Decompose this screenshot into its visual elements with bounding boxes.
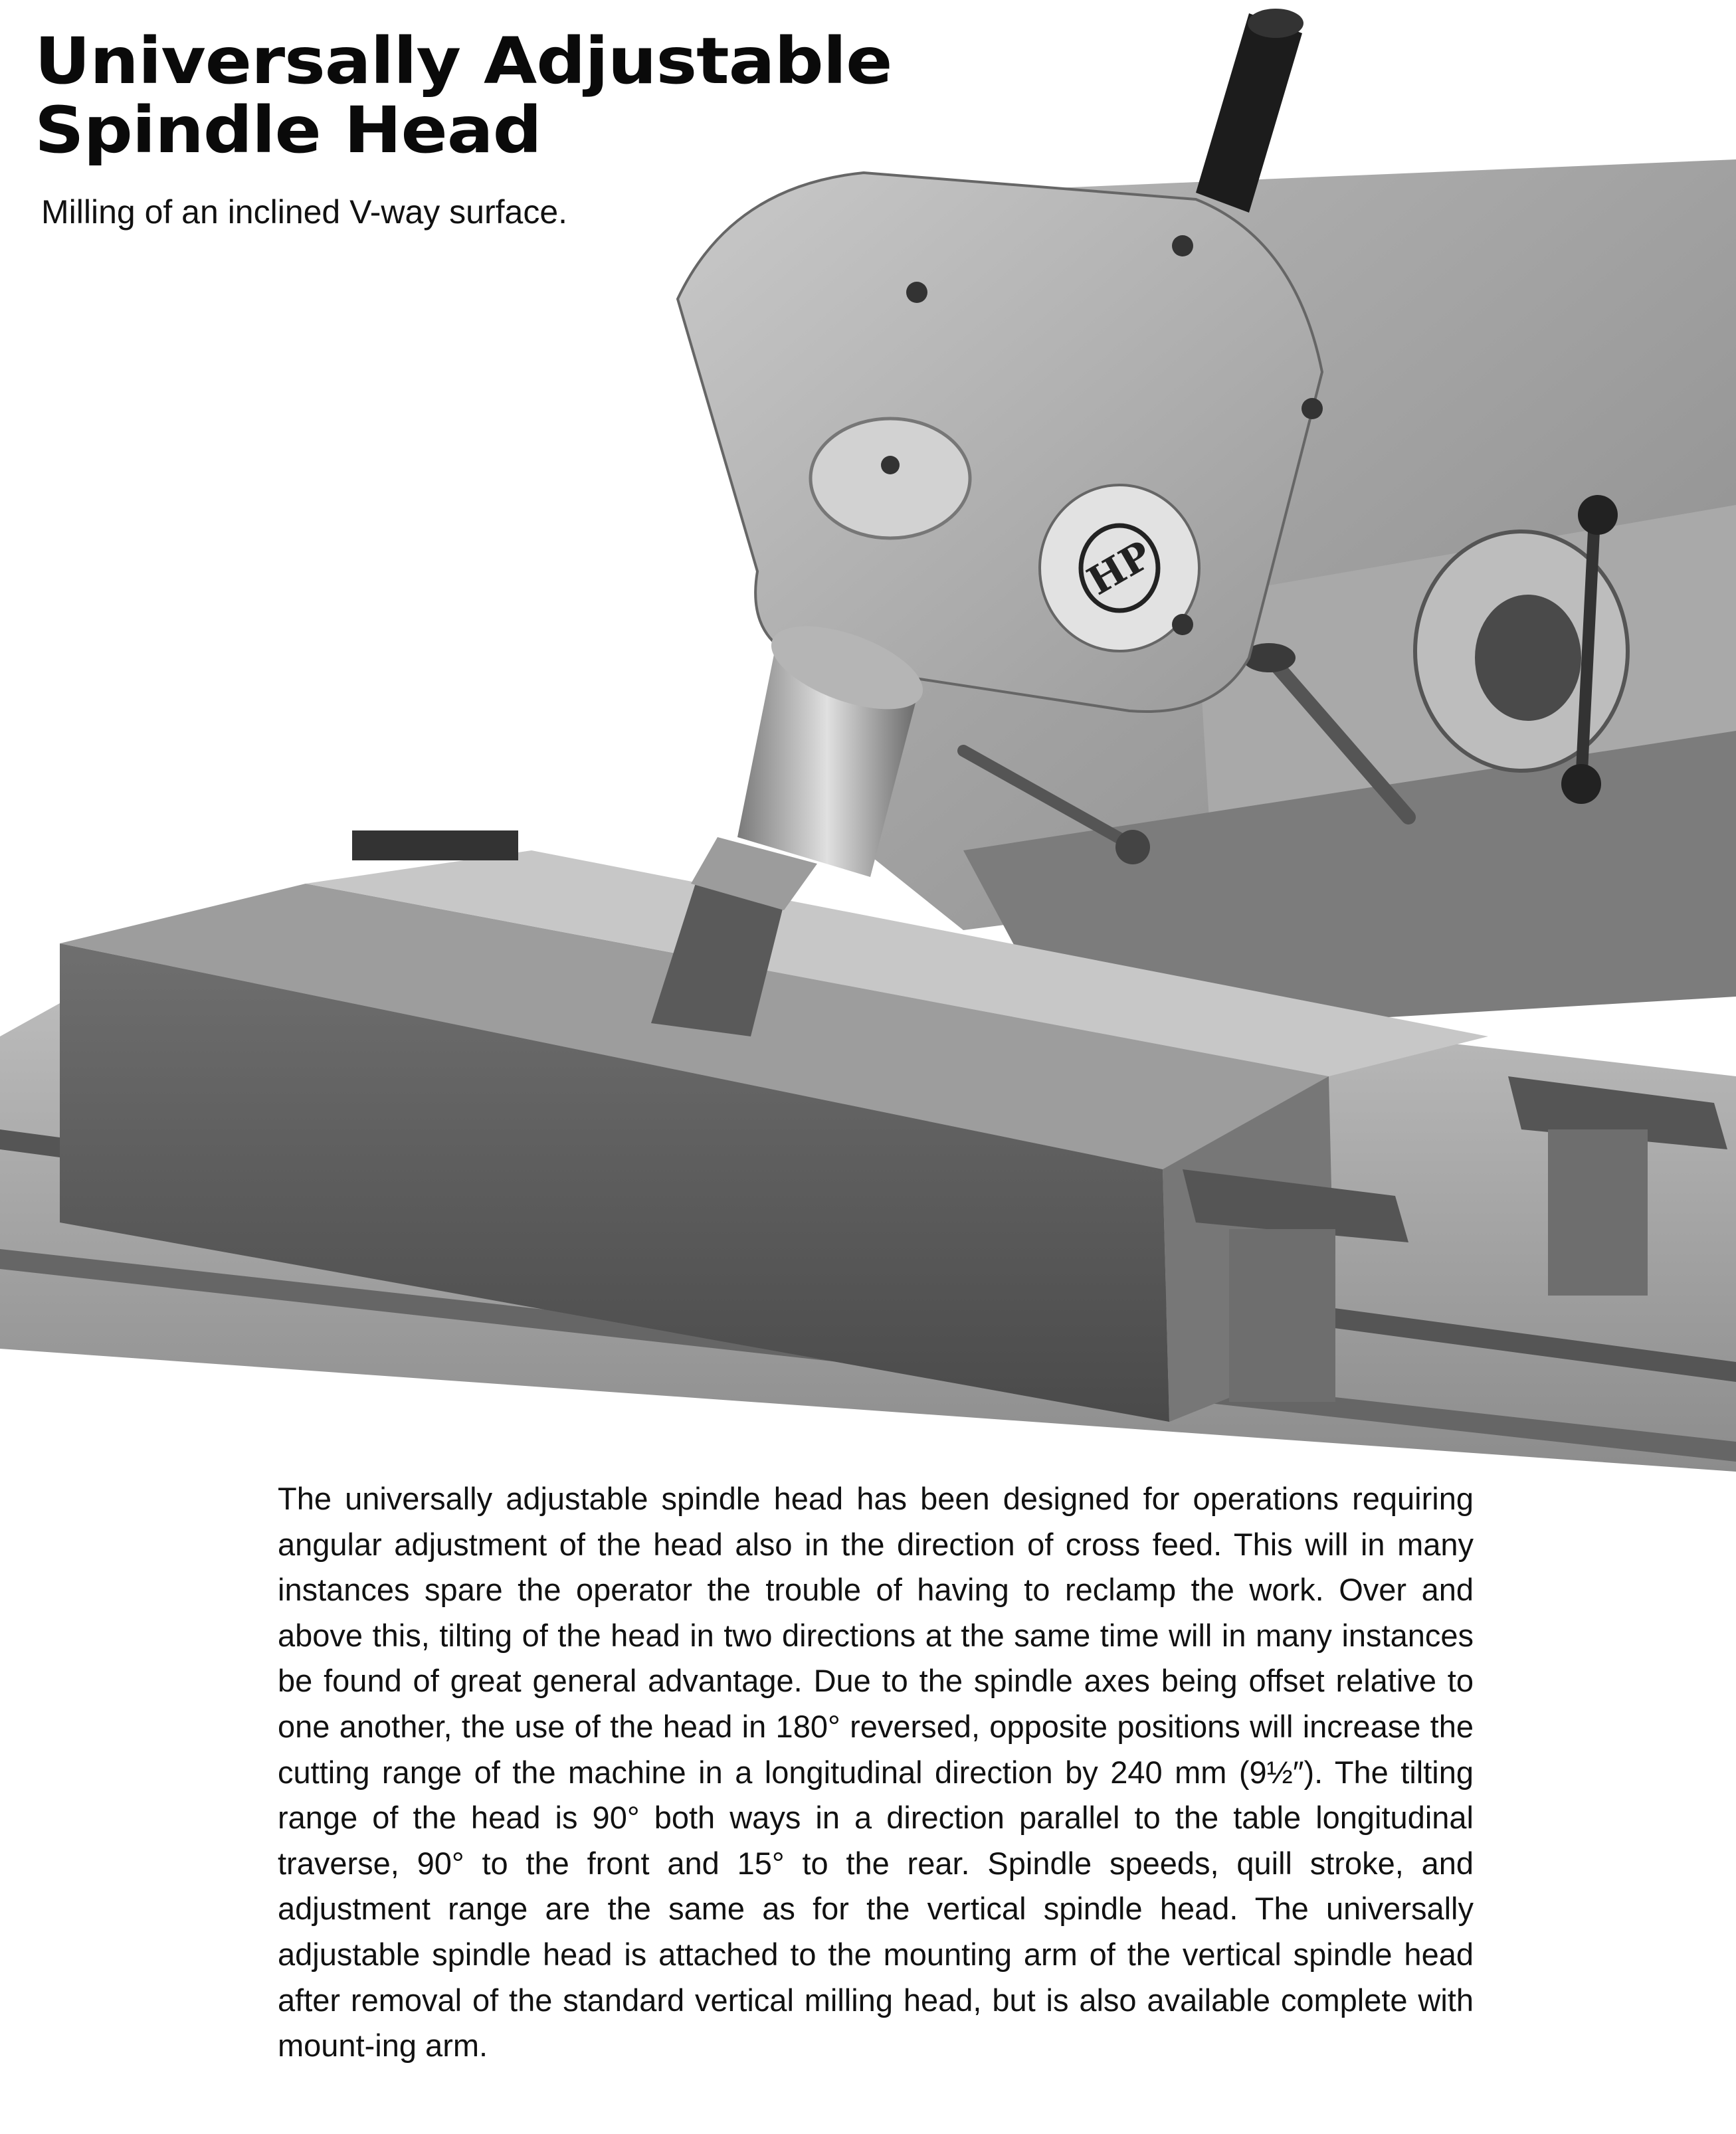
svg-text:HP: HP bbox=[1080, 532, 1159, 605]
title-line-1: Universally Adjustable bbox=[35, 24, 892, 98]
page-title bbox=[35, 24, 892, 167]
spindle-head bbox=[678, 173, 1323, 712]
photo-caption: Milling of an inclined V-way surface. bbox=[41, 193, 568, 231]
title-line-2: Spindle Head bbox=[35, 93, 541, 167]
body-paragraph: The universally adjustable spindle head has been designed for operations requiring angular adjustment of the head also in the direction of cross feed. This will in many instances spare the operator the trouble of having to reclamp the work. Over and above this, tilting of the head in two directions at the same time will in many instances be found of great general advantage. Due to the spindle axes being offset relative to one another, the use of the head in 180° reversed, opposite positions will increase the cutting range of the machine in a longitudinal direction by 240 mm (9½″). The tilting range of the head is 90° both ways in a direction parallel to the table longitudinal traverse, 90° to the front and 15° to the rear. Spindle speeds, quill stroke, and adjustment range are the same as for the vertical spindle head. The universally adjustable spindle head is attached to the mounting arm of the vertical spindle head after removal of the standard vertical milling head, but is also available complete with mount-ing arm. bbox=[278, 1481, 1474, 2064]
